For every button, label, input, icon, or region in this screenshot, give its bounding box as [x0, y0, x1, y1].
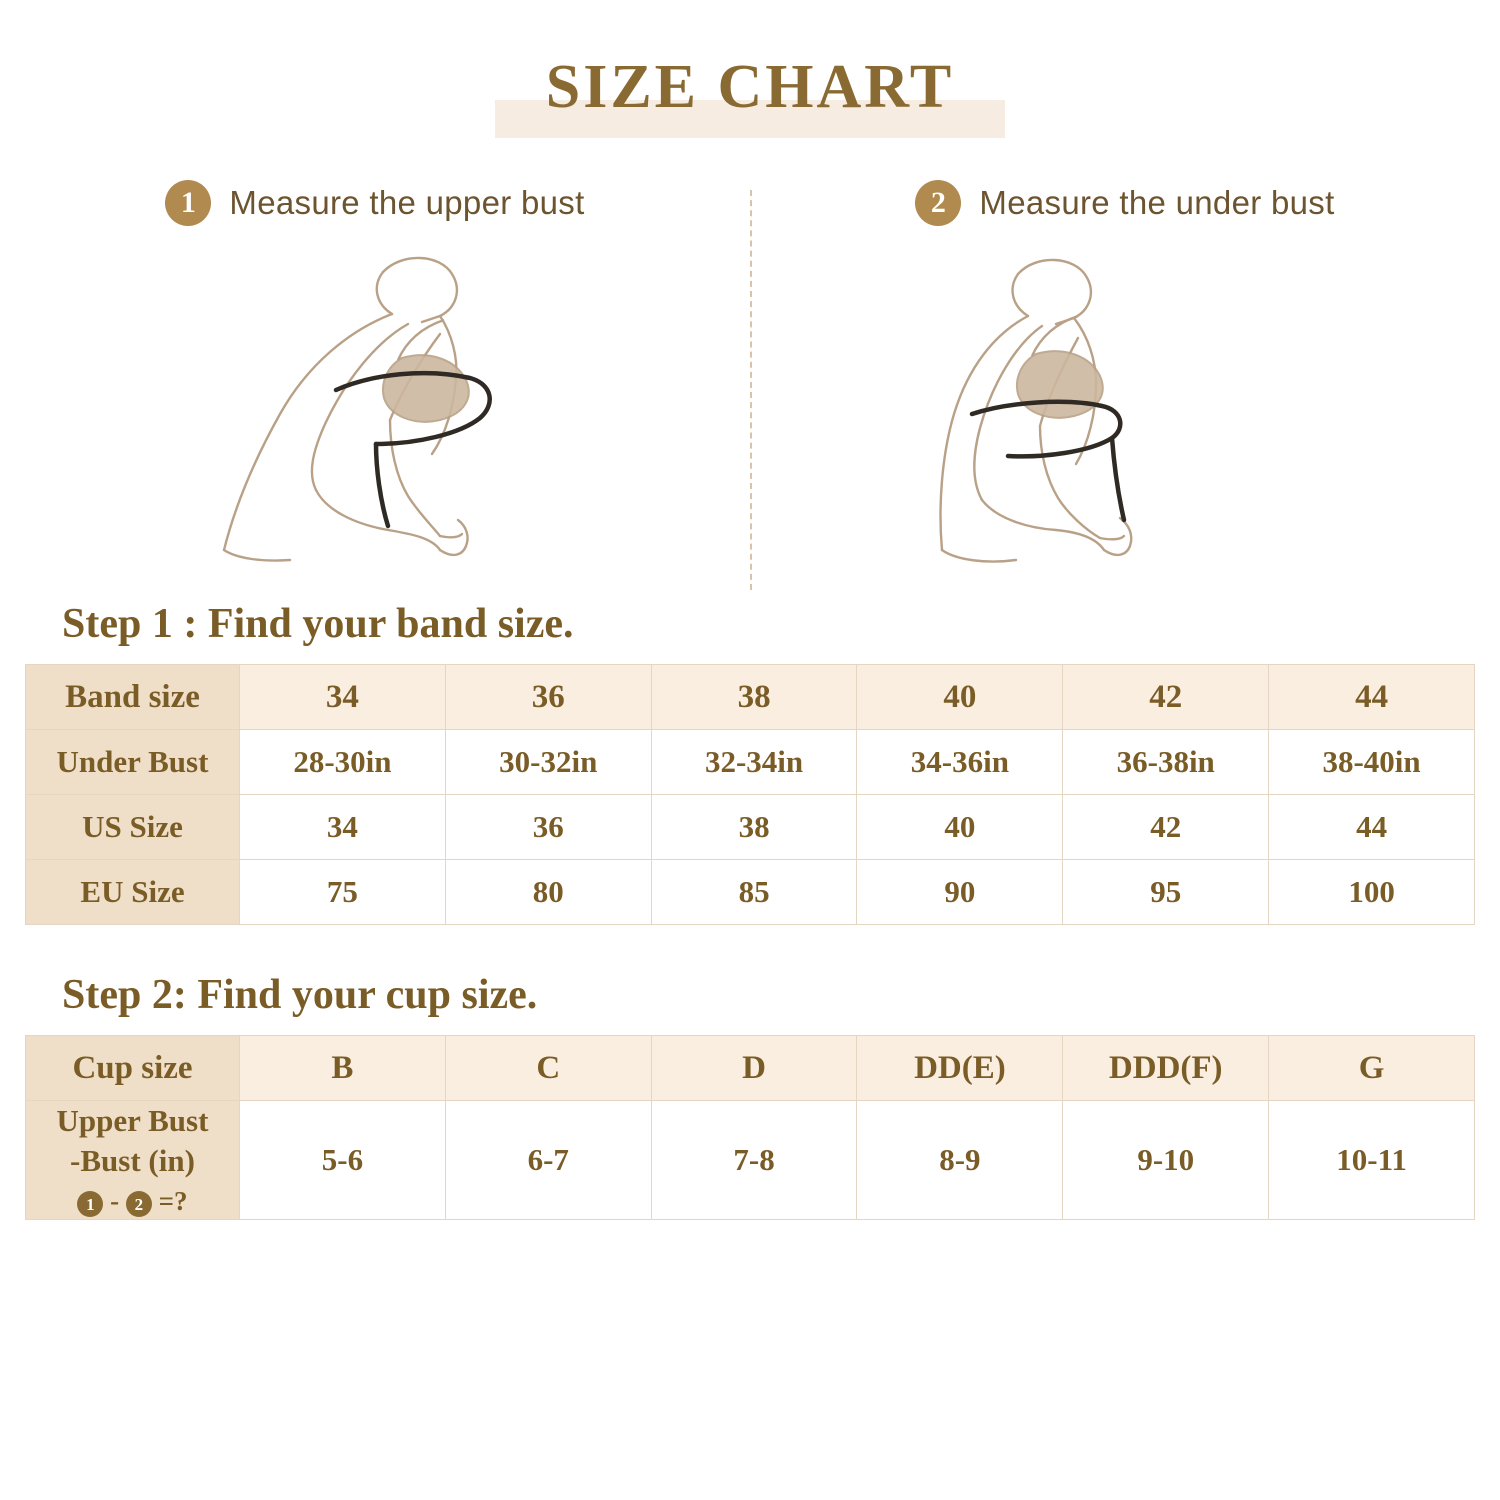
- band-size-value: 34: [240, 665, 446, 730]
- upper-bust-label-line1: Upper Bust: [56, 1103, 209, 1138]
- cup-size-value: G: [1269, 1036, 1475, 1101]
- torso-upper-bust-measure-icon: [140, 238, 610, 568]
- title-section: [0, 0, 1500, 142]
- formula-badge-1: 1: [77, 1191, 103, 1217]
- page-title: SIZE CHART: [545, 53, 955, 121]
- row-label-band-size: Band size: [26, 665, 240, 730]
- cup-size-value: C: [445, 1036, 651, 1101]
- table-row: [26, 1036, 1475, 1101]
- band-size-value: 38: [651, 665, 857, 730]
- band-size-value: 42: [1063, 665, 1269, 730]
- us-size-value: 36: [445, 795, 651, 860]
- band-size-value: 36: [445, 665, 651, 730]
- eu-size-value: 75: [240, 860, 446, 925]
- eu-size-value: 100: [1269, 860, 1475, 925]
- eu-size-value: 80: [445, 860, 651, 925]
- under-bust-value: 34-36in: [857, 730, 1063, 795]
- cup-size-value: DDD(F): [1063, 1036, 1269, 1101]
- cup-size-value: DD(E): [857, 1036, 1063, 1101]
- upper-bust-difference-value: 10-11: [1269, 1101, 1475, 1220]
- us-size-value: 42: [1063, 795, 1269, 860]
- difference-formula: [30, 1184, 235, 1219]
- under-bust-illustration: [750, 238, 1500, 568]
- band-size-value: 44: [1269, 665, 1475, 730]
- measure-step-1-label: Measure the upper bust: [229, 184, 585, 221]
- formula-equals: =?: [158, 1186, 188, 1217]
- measure-step-2: [750, 180, 1500, 600]
- us-size-value: 44: [1269, 795, 1475, 860]
- cup-size-table: [25, 1035, 1475, 1220]
- upper-bust-difference-value: 6-7: [445, 1101, 651, 1220]
- bra-cup-shape-2: [1017, 351, 1103, 418]
- us-size-value: 40: [857, 795, 1063, 860]
- measure-instructions: [0, 180, 1500, 600]
- band-size-value: 40: [857, 665, 1063, 730]
- measure-step-1-header: [0, 180, 750, 226]
- upper-bust-label-line2: -Bust (in): [70, 1142, 195, 1178]
- formula-badge-2: 2: [126, 1191, 152, 1217]
- eu-size-value: 85: [651, 860, 857, 925]
- us-size-value: 34: [240, 795, 446, 860]
- under-bust-value: 30-32in: [445, 730, 651, 795]
- measure-step-2-label: Measure the under bust: [979, 184, 1335, 221]
- under-bust-value: 36-38in: [1063, 730, 1269, 795]
- us-size-value: 38: [651, 795, 857, 860]
- step-number-badge-1: 1: [165, 180, 211, 226]
- row-label-under-bust: Under Bust: [26, 730, 240, 795]
- under-bust-value: 38-40in: [1269, 730, 1475, 795]
- row-label-us-size: US Size: [26, 795, 240, 860]
- cup-size-value: B: [240, 1036, 446, 1101]
- eu-size-value: 95: [1063, 860, 1269, 925]
- upper-bust-difference-value: 9-10: [1063, 1101, 1269, 1220]
- table-row: [26, 795, 1475, 860]
- step2-heading: Step 2: Find your cup size.: [62, 972, 538, 1018]
- torso-under-bust-measure-icon: [890, 238, 1360, 568]
- row-label-cup-size: Cup size: [26, 1036, 240, 1101]
- measure-step-2-header: [750, 180, 1500, 226]
- band-size-table: [25, 664, 1475, 925]
- eu-size-value: 90: [857, 860, 1063, 925]
- table-row: [26, 1101, 1475, 1220]
- row-label-upper-bust-difference: [26, 1101, 240, 1220]
- step-number-badge-2: 2: [915, 180, 961, 226]
- cup-size-value: D: [651, 1036, 857, 1101]
- under-bust-value: 32-34in: [651, 730, 857, 795]
- table-row: [26, 860, 1475, 925]
- upper-bust-difference-value: 7-8: [651, 1101, 857, 1220]
- row-label-eu-size: EU Size: [26, 860, 240, 925]
- table-row: [26, 665, 1475, 730]
- measure-step-1: [0, 180, 750, 600]
- upper-bust-illustration: [0, 238, 750, 568]
- upper-bust-difference-value: 8-9: [857, 1101, 1063, 1220]
- upper-bust-difference-value: 5-6: [240, 1101, 446, 1220]
- table-row: [26, 730, 1475, 795]
- under-bust-value: 28-30in: [240, 730, 446, 795]
- step1-heading: Step 1 : Find your band size.: [62, 601, 574, 647]
- formula-minus: -: [110, 1186, 120, 1217]
